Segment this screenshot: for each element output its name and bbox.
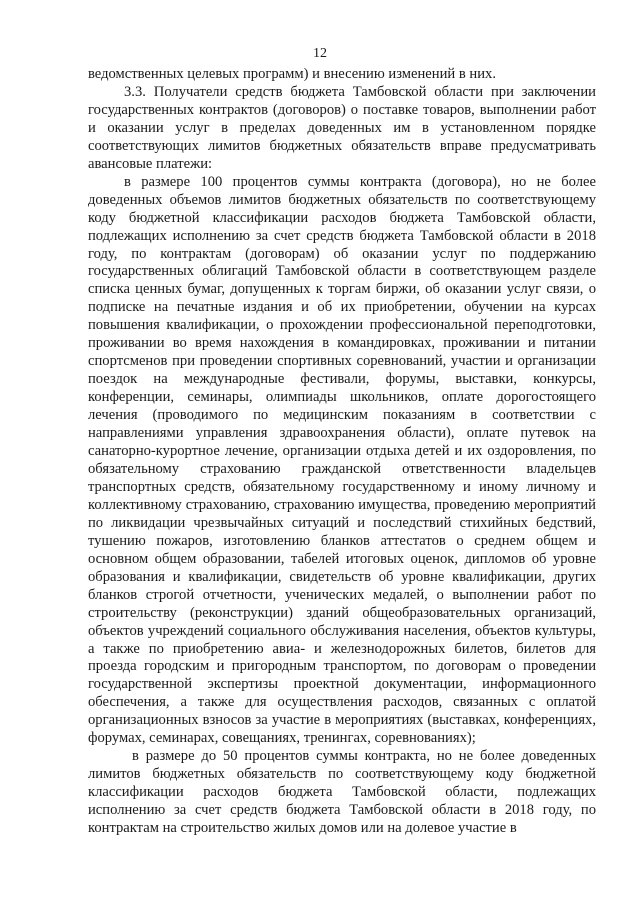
paragraph-3-3: 3.3. Получатели средств бюджета Тамбовской области при заключении государственных контрактов (договоров) о поставке товаров, выполнении работ и оказании услуг в пределах доведенных им в установленном порядке соответствующих лимитов бюджетных обязательств вправе предусматривать авансовые платежи:	[88, 83, 596, 172]
paragraph-advance-50-percent: в размере до 50 процентов суммы контракта, но не более доведенных лимитов бюджетных обязательств по соответствующему коду бюджетной классификации расходов бюджета Тамбовской области, подлежащих исполнению за счет средств бюджета Тамбовской области в 2018 году, по контрактам на строительство жилых домов или на долевое участие в	[88, 748, 596, 837]
page-number: 12	[313, 46, 327, 61]
paragraph-continuation: ведомственных целевых программ) и внесению изменений в них.	[88, 66, 496, 82]
paragraph-advance-100-percent: в размере 100 процентов суммы контракта (договора), но не более доведенных объемов лимитов бюджетных обязательств по соответствующему коду бюджетной классификации расходов бюджета Тамбовской области, подлежащих исполнению за счет средств бюджета Тамбовской области в 2018 году, по контрактам (договорам) об оказании услуг по поддержанию государственных облигаций Тамбовской области в соответствующем разделе списка ценных бумаг, допущенных к торгам биржи, об оказании услуг связи, о подписке на печатные издания и об их приобретении, обучении на курсах повышения квалификации, о прохождении профессиональной переподготовки, проживании во время нахождения в командировках, проживании и питании спортсменов при проведении спортивных соревнований, участии и организации поездок на международные фестивали, форумы, выставки, конкурсы, конференции, семинары, олимпиады школьников, оплате дорогостоящего лечения (проводимого по медицинским показаниям в соответствии с направлениями управления здравоохранения области), оплате путевок на санаторно-курортное лечение, организации отдыха детей и их оздоровления, по обязательному страхованию гражданской ответственности владельцев транспортных средств, обязательному государственному и иному личному и коллективному страхованию, страхованию имущества, проведению мероприятий по ликвидации чрезвычайных ситуаций и последствий стихийных бедствий, тушению пожаров, изготовлению бланков аттестатов о среднем общем и основном общем образовании, табелей итоговых оценок, дипломов об уровне образования и квалификации, свидетельств об уровне квалификации, других бланков строгой отчетности, ученических медалей, о выполнении работ по строительству (реконструкции) зданий общеобразовательных организаций, объектов учреждений социального обслуживания населения, объектов культуры, а также по приобретению авиа- и железнодорожных билетов, билетов для проезда городским и пригородным транспортом, по договорам о проведении государственной экспертизы проектной документации, информационного обеспечения, а также для осуществления расходов, связанных с оплатой организационных взносов за участие в мероприятиях (выставках, конференциях, форумах, семинарах, совещаниях, тренингах, соревнованиях);	[88, 173, 596, 747]
document-body	[88, 66, 596, 838]
